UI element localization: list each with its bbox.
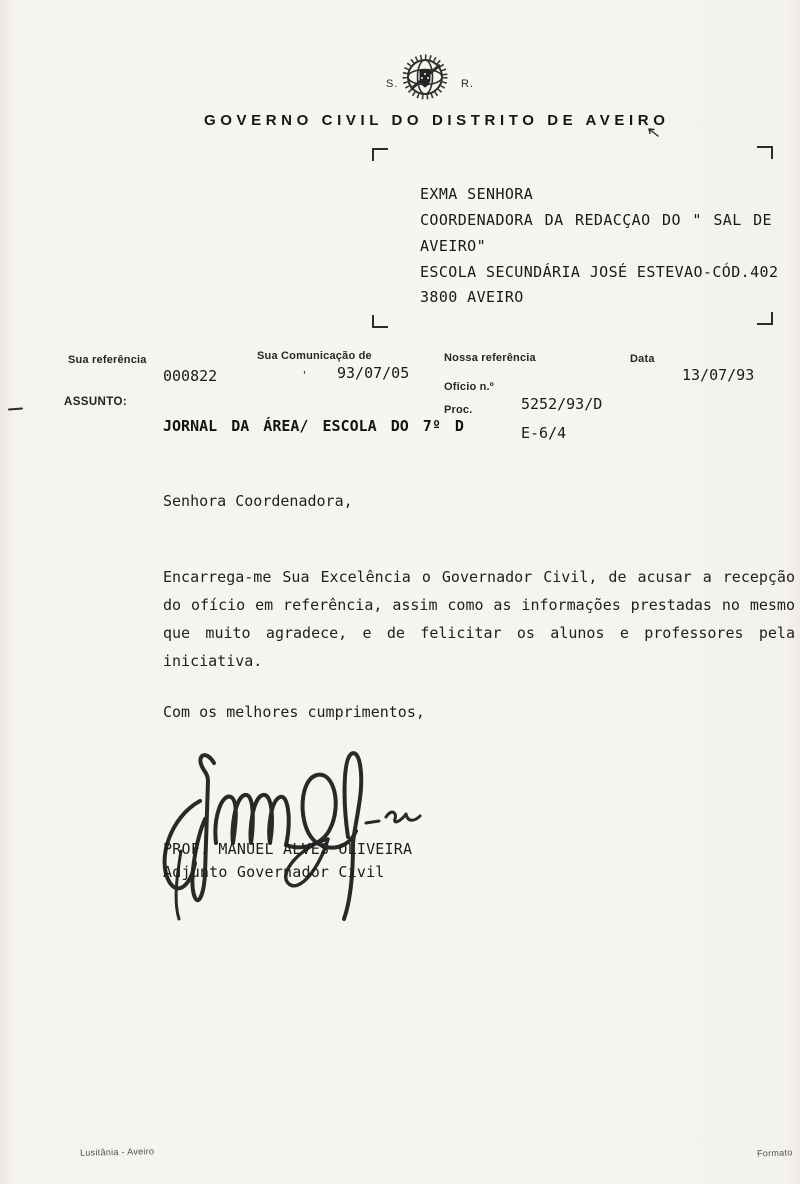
- stray-pen-mark: ’: [303, 368, 306, 383]
- processo-value-line1: 5252/93/D: [521, 395, 603, 413]
- sua-referencia-value: 000822: [163, 367, 218, 385]
- recipient-line: COORDENADORA DA REDACÇAO DO " SAL DE: [420, 211, 772, 229]
- address-window-bracket-top-right: [757, 146, 773, 159]
- letterhead-initial-right: R.: [461, 78, 474, 90]
- signer-role: Adjunto Governador Civil: [163, 863, 385, 881]
- processo-value-line2: E-6/4: [521, 424, 567, 442]
- assunto-value: JORNAL DA ÁREA/ ESCOLA DO 7º D: [163, 417, 464, 435]
- letterhead-title: GOVERNO CIVIL DO DISTRITO DE AVEIRO: [204, 112, 670, 129]
- recipient-line: EXMA SENHORA: [420, 185, 534, 203]
- address-window-bracket-bottom-right: [757, 312, 773, 325]
- recipient-line: AVEIRO": [420, 237, 487, 255]
- body-line: do ofício em referência, assim como as informações prestadas no mesmo: [163, 596, 795, 614]
- pen-tick-mark: [646, 126, 660, 138]
- address-window-bracket-top-left: [372, 148, 388, 161]
- margin-dash-mark: [8, 407, 23, 410]
- sua-comunicacao-value: 93/07/05: [337, 364, 410, 382]
- processo-label: Proc.: [444, 404, 473, 416]
- recipient-line: 3800 AVEIRO: [420, 288, 524, 306]
- body-paragraph: [163, 568, 795, 670]
- body-line: que muito agradece, e de felicitar os alunos e professores pela: [163, 624, 795, 642]
- nossa-referencia-label: Nossa referência: [444, 352, 536, 364]
- body-line: iniciativa.: [163, 652, 263, 670]
- printer-imprint: Lusitânia - Aveiro: [79, 1146, 155, 1158]
- data-value: 13/07/93: [682, 366, 755, 384]
- salutation: Senhora Coordenadora,: [163, 492, 353, 510]
- letterhead-initial-left: S.: [386, 78, 399, 90]
- handwritten-signature: [150, 733, 430, 923]
- recipient-line: ESCOLA SECUNDÁRIA JOSÉ ESTEVAO-CÓD.402: [420, 263, 779, 281]
- recipient-address-block: [420, 185, 778, 306]
- sua-referencia-label: Sua referência: [68, 354, 147, 366]
- oficio-numero-label: Ofício n.º: [444, 381, 495, 393]
- sua-comunicacao-label: Sua Comunicação de: [257, 350, 372, 362]
- body-line: Encarrega-me Sua Excelência o Governador Civil, de acusar a recepção: [163, 568, 795, 586]
- signer-name: PROF. MANUEL ALVES OLIVEIRA: [163, 840, 413, 858]
- address-window-bracket-bottom-left: [372, 315, 388, 328]
- closing-line: Com os melhores cumprimentos,: [163, 703, 425, 721]
- coat-of-arms-icon: [399, 52, 451, 102]
- format-note: Formato: [756, 1147, 793, 1159]
- assunto-label: ASSUNTO:: [64, 396, 128, 408]
- data-label: Data: [630, 353, 655, 365]
